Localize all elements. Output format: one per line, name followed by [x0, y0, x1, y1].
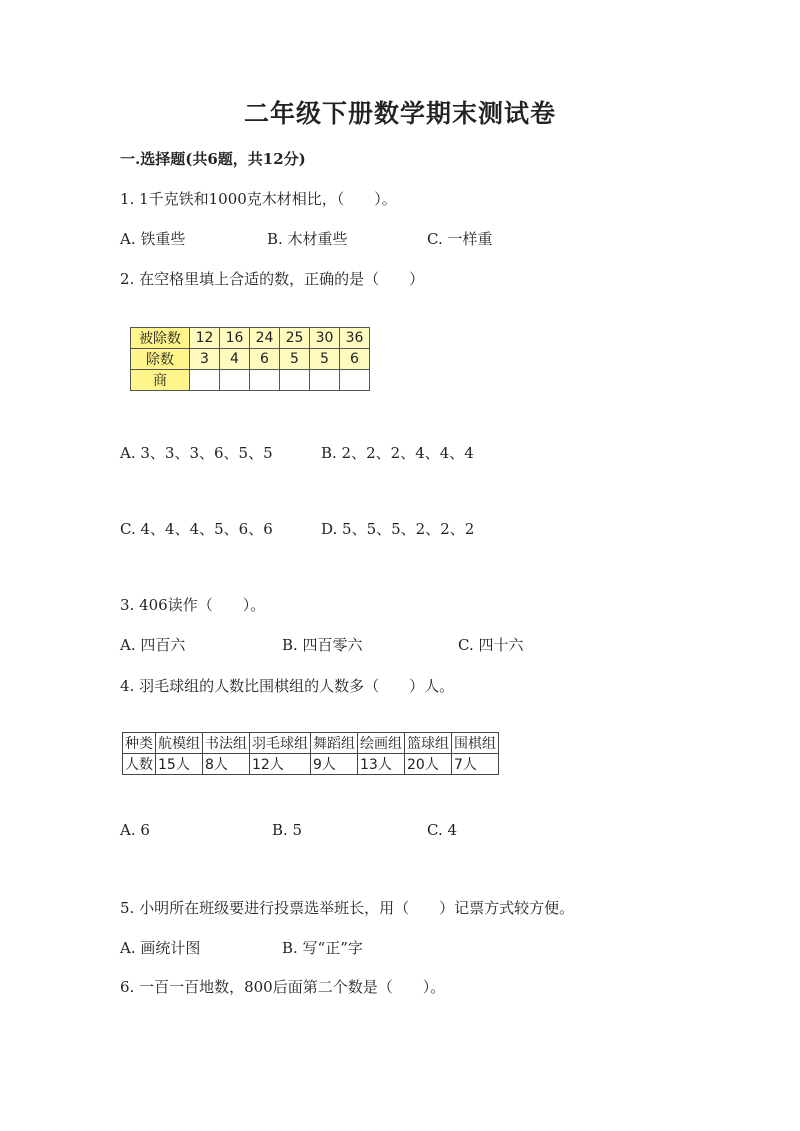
table-cell: 12: [190, 328, 220, 349]
q4-option-b: B. 5: [272, 821, 303, 839]
table-row: [131, 328, 370, 349]
table-cell: 绘画组: [358, 733, 405, 754]
q1-option-b: B. 木材重些: [267, 230, 348, 248]
table-cell: 5: [310, 349, 340, 370]
blank-cell: [280, 370, 310, 391]
page-title: 二年级下册数学期末测试卷: [243, 99, 556, 128]
table-cell: 围棋组: [452, 733, 499, 754]
q5-option-a: A. 画统计图: [120, 939, 201, 957]
q2-option-d: D. 5、5、5、2、2、2: [321, 520, 475, 538]
q4-option-a: A. 6: [120, 821, 150, 839]
q5-option-b: B. 写“正”字: [282, 939, 363, 957]
table-cell: 4: [220, 349, 250, 370]
table-cell: 羽毛球组: [250, 733, 311, 754]
table-cell: 13人: [358, 754, 405, 775]
table-cell: 篮球组: [405, 733, 452, 754]
q4-option-c: C. 4: [427, 821, 458, 839]
group-count-table: [122, 732, 499, 775]
row-label-quotient: 商: [131, 370, 190, 391]
blank-cell: [310, 370, 340, 391]
question-1: 1. 1千克铁和1000克木材相比，（ ）。: [120, 190, 397, 208]
q2-option-a: A. 3、3、3、6、5、5: [120, 444, 273, 462]
table-cell: 30: [310, 328, 340, 349]
question-5: 5. 小明所在班级要进行投票选举班长，用（ ）记票方式较方便。: [120, 899, 575, 917]
division-table: [130, 327, 370, 391]
table-row: [131, 349, 370, 370]
table-cell: 舞蹈组: [311, 733, 358, 754]
q3-option-b: B. 四百零六: [282, 636, 363, 654]
row-label-divisor: 除数: [131, 349, 190, 370]
table-cell: 16: [220, 328, 250, 349]
question-4: 4. 羽毛球组的人数比围棋组的人数多（ ）人。: [120, 677, 455, 695]
table-row: [123, 733, 499, 754]
table-cell: 6: [250, 349, 280, 370]
table-cell: 6: [340, 349, 370, 370]
question-3: 3. 406读作（ ）。: [120, 596, 266, 614]
table-cell: 12人: [250, 754, 311, 775]
table-row: [131, 370, 370, 391]
table-cell: 航模组: [156, 733, 203, 754]
blank-cell: [190, 370, 220, 391]
q1-option-a: A. 铁重些: [120, 230, 186, 248]
table-cell: 9人: [311, 754, 358, 775]
q1-option-c: C. 一样重: [427, 230, 493, 248]
table-cell: 15人: [156, 754, 203, 775]
table-row: [123, 754, 499, 775]
table-cell: 5: [280, 349, 310, 370]
q2-option-c: C. 4、4、4、5、6、6: [120, 520, 273, 538]
blank-cell: [220, 370, 250, 391]
table-cell: 36: [340, 328, 370, 349]
table-cell: 7人: [452, 754, 499, 775]
q3-option-a: A. 四百六: [120, 636, 186, 654]
table-cell: 书法组: [203, 733, 250, 754]
blank-cell: [250, 370, 280, 391]
question-6: 6. 一百一百地数，800后面第二个数是（ ）。: [120, 978, 446, 996]
table-cell: 3: [190, 349, 220, 370]
table-cell: 24: [250, 328, 280, 349]
row-label-category: 种类: [123, 733, 156, 754]
q2-option-b: B. 2、2、2、4、4、4: [321, 444, 474, 462]
row-label-count: 人数: [123, 754, 156, 775]
q3-option-c: C. 四十六: [458, 636, 524, 654]
question-2: 2. 在空格里填上合适的数，正确的是（ ）: [120, 270, 425, 288]
row-label-dividend: 被除数: [131, 328, 190, 349]
blank-cell: [340, 370, 370, 391]
section-heading: 一.选择题(共6题，共12分): [120, 150, 306, 168]
table-cell: 8人: [203, 754, 250, 775]
table-cell: 20人: [405, 754, 452, 775]
table-cell: 25: [280, 328, 310, 349]
